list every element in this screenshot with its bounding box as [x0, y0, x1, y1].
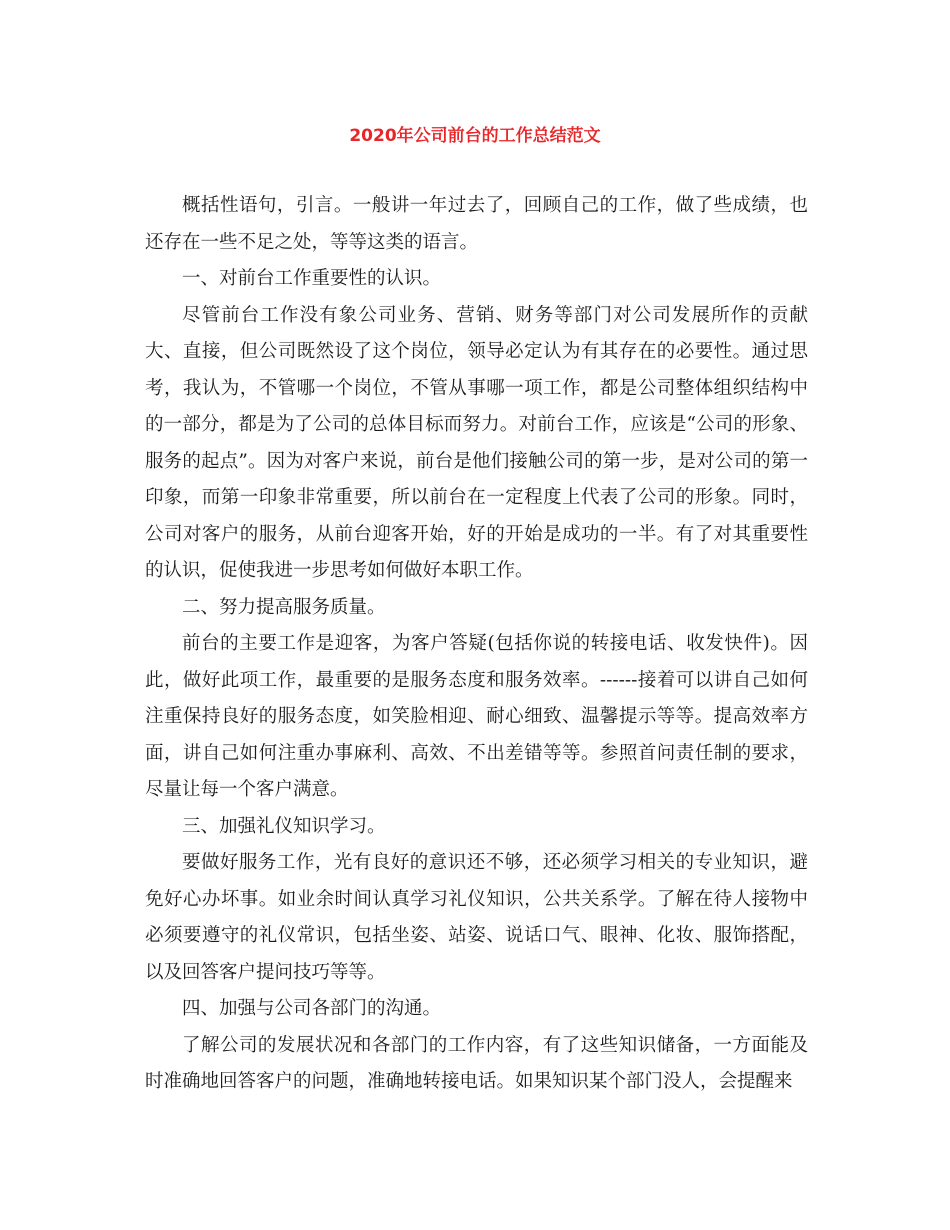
document-title: 2020年公司前台的工作总结范文 [349, 126, 601, 146]
document-body [145, 188, 808, 1101]
section-heading-2: 二、努力提高服务质量。 [182, 596, 386, 618]
section-heading-4: 四、加强与公司各部门的沟通。 [182, 998, 442, 1019]
paragraph-section-1: 尽管前台工作没有象公司业务、营销、财务等部门对公司发展所作的贡献大、直接，但公司既然设了这个岗位，领导必定认为有其存在的必要性。通过思考，我认为，不管哪一个岗位，不管从事哪一项工作，都是公司整体组织结构中的一部分，都是为了公司的总体目标而努力。对前台工作，应该是“公司的形象、服务的起点”。因为对客户来说，前台是他们接触公司的第一步，是对公司的第一印象，而第一印象非常重要，所以前台在一定程度上代表了公司的形象。同时，公司对客户的服务，从前台迎客开始，好的开始是成功的一半。有了对其重要性的认识，促使我进一步思考如何做好本职工作。 [145, 304, 808, 581]
paragraph-section-3: 要做好服务工作，光有良好的意识还不够，还必须学习相关的专业知识，避免好心办坏事。如业余时间认真学习礼仪知识，公共关系学。了解在待人接物中必须要遵守的礼仪常识，包括坐姿、站姿、说话口气、眼神、化妆、服饰搭配，以及回答客户提问技巧等等。 [145, 852, 808, 983]
section-heading-1: 一、对前台工作重要性的认识。 [182, 268, 442, 289]
section-heading-3: 三、加强礼仪知识学习。 [182, 815, 386, 837]
paragraph-section-2: 前台的主要工作是迎客，为客户答疑(包括你说的转接电话、收发快件)。因此，做好此项工作，最重要的是服务态度和服务效率。------接着可以讲自己如何注重保持良好的服务态度，如笑脸相迎、耐心细致、温馨提示等等。提高效率方面，讲自己如何注重办事麻利、高效、不出差错等等。参照首问责任制的要求，尽量让每一个客户满意。 [145, 633, 808, 800]
paragraph-intro: 概括性语句，引言。一般讲一年过去了，回顾自己的工作，做了些成绩，也还存在一些不足之处，等等这类的语言。 [145, 195, 808, 253]
paragraph-section-4: 了解公司的发展状况和各部门的工作内容，有了这些知识储备，一方面能及时准确地回答客户的问题，准确地转接电话。如果知识某个部门没人，会提醒来 [145, 1034, 808, 1092]
